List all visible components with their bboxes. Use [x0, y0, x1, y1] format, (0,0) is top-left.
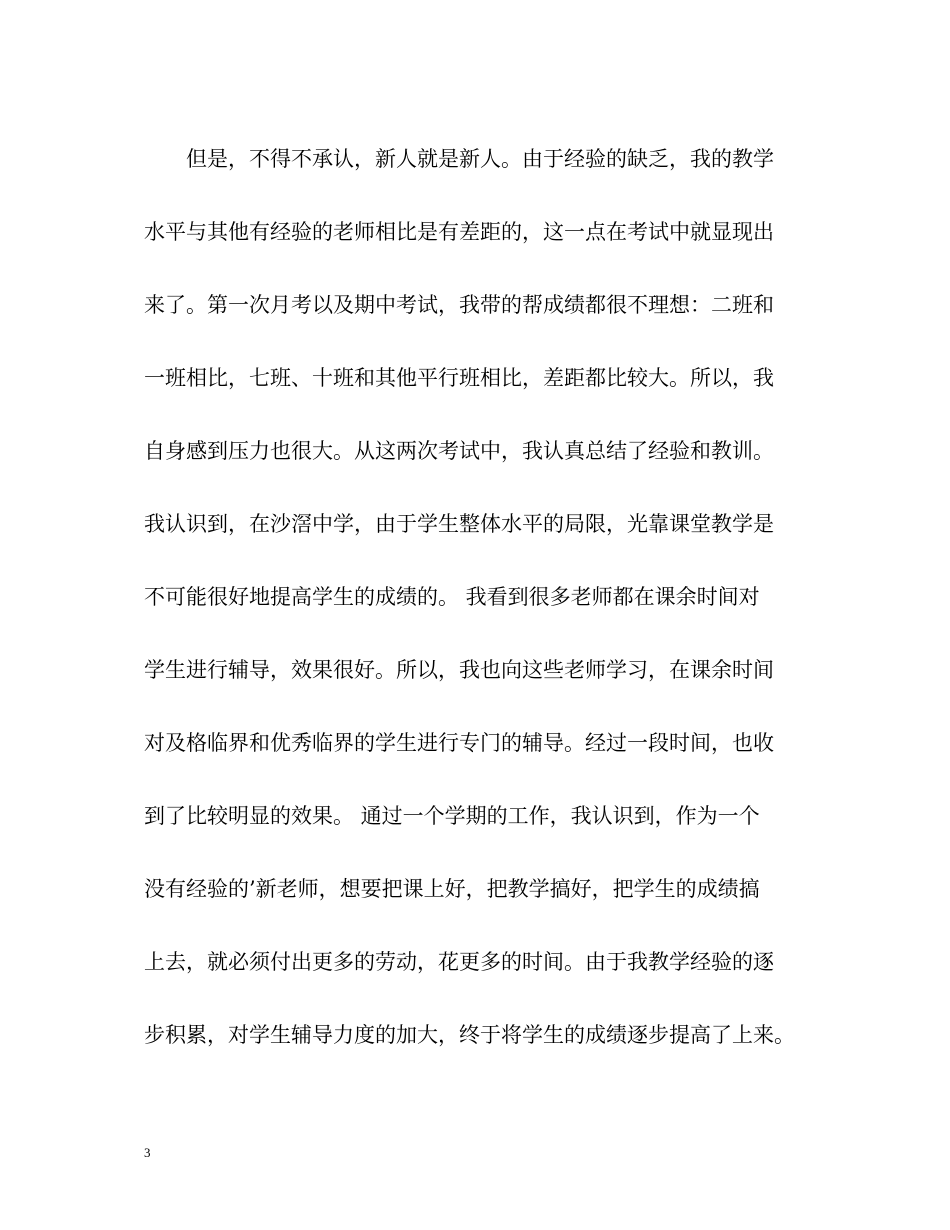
paragraph-line-3: 来了。第一次月考以及期中考试，我带的帮成绩都很不理想：二班和 — [144, 293, 774, 317]
paragraph-line-11: 没有经验的’新老师，想要把课上好，把教学搞好，把学生的成绩搞 — [144, 877, 760, 901]
paragraph-line-2: 水平与其他有经验的老师相比是有差距的，这一点在考试中就显现出 — [144, 220, 774, 244]
paragraph-line-8: 学生进行辅导，效果很好。所以，我也向这些老师学习，在课余时间 — [144, 658, 774, 682]
paragraph-line-13: 步积累，对学生辅导力度的加大，终于将学生的成绩逐步提高了上来。 — [144, 1023, 795, 1047]
paragraph-line-12: 上去，就必须付出更多的劳动，花更多的时间。由于我教学经验的逐 — [144, 950, 774, 974]
paragraph-line-1: 但是，不得不承认，新人就是新人。由于经验的缺乏，我的教学 — [186, 147, 774, 171]
paragraph-line-9: 对及格临界和优秀临界的学生进行专门的辅导。经过一段时间，也收 — [144, 731, 774, 755]
paragraph-line-4: 一班相比，七班、十班和其他平行班相比，差距都比较大。所以，我 — [144, 366, 774, 390]
paragraph-line-7: 不可能很好地提高学生的成绩的。 我看到很多老师都在课余时间对 — [144, 585, 760, 609]
paragraph-line-6: 我认识到，在沙滘中学，由于学生整体水平的局限，光靠课堂教学是 — [144, 512, 774, 536]
paragraph-line-5: 自身感到压力也很大。从这两次考试中，我认真总结了经验和教训。 — [144, 439, 774, 463]
paragraph-line-10: 到了比较明显的效果。 通过一个学期的工作，我认识到，作为一个 — [144, 804, 760, 828]
page-number: 3 — [144, 1145, 151, 1160]
